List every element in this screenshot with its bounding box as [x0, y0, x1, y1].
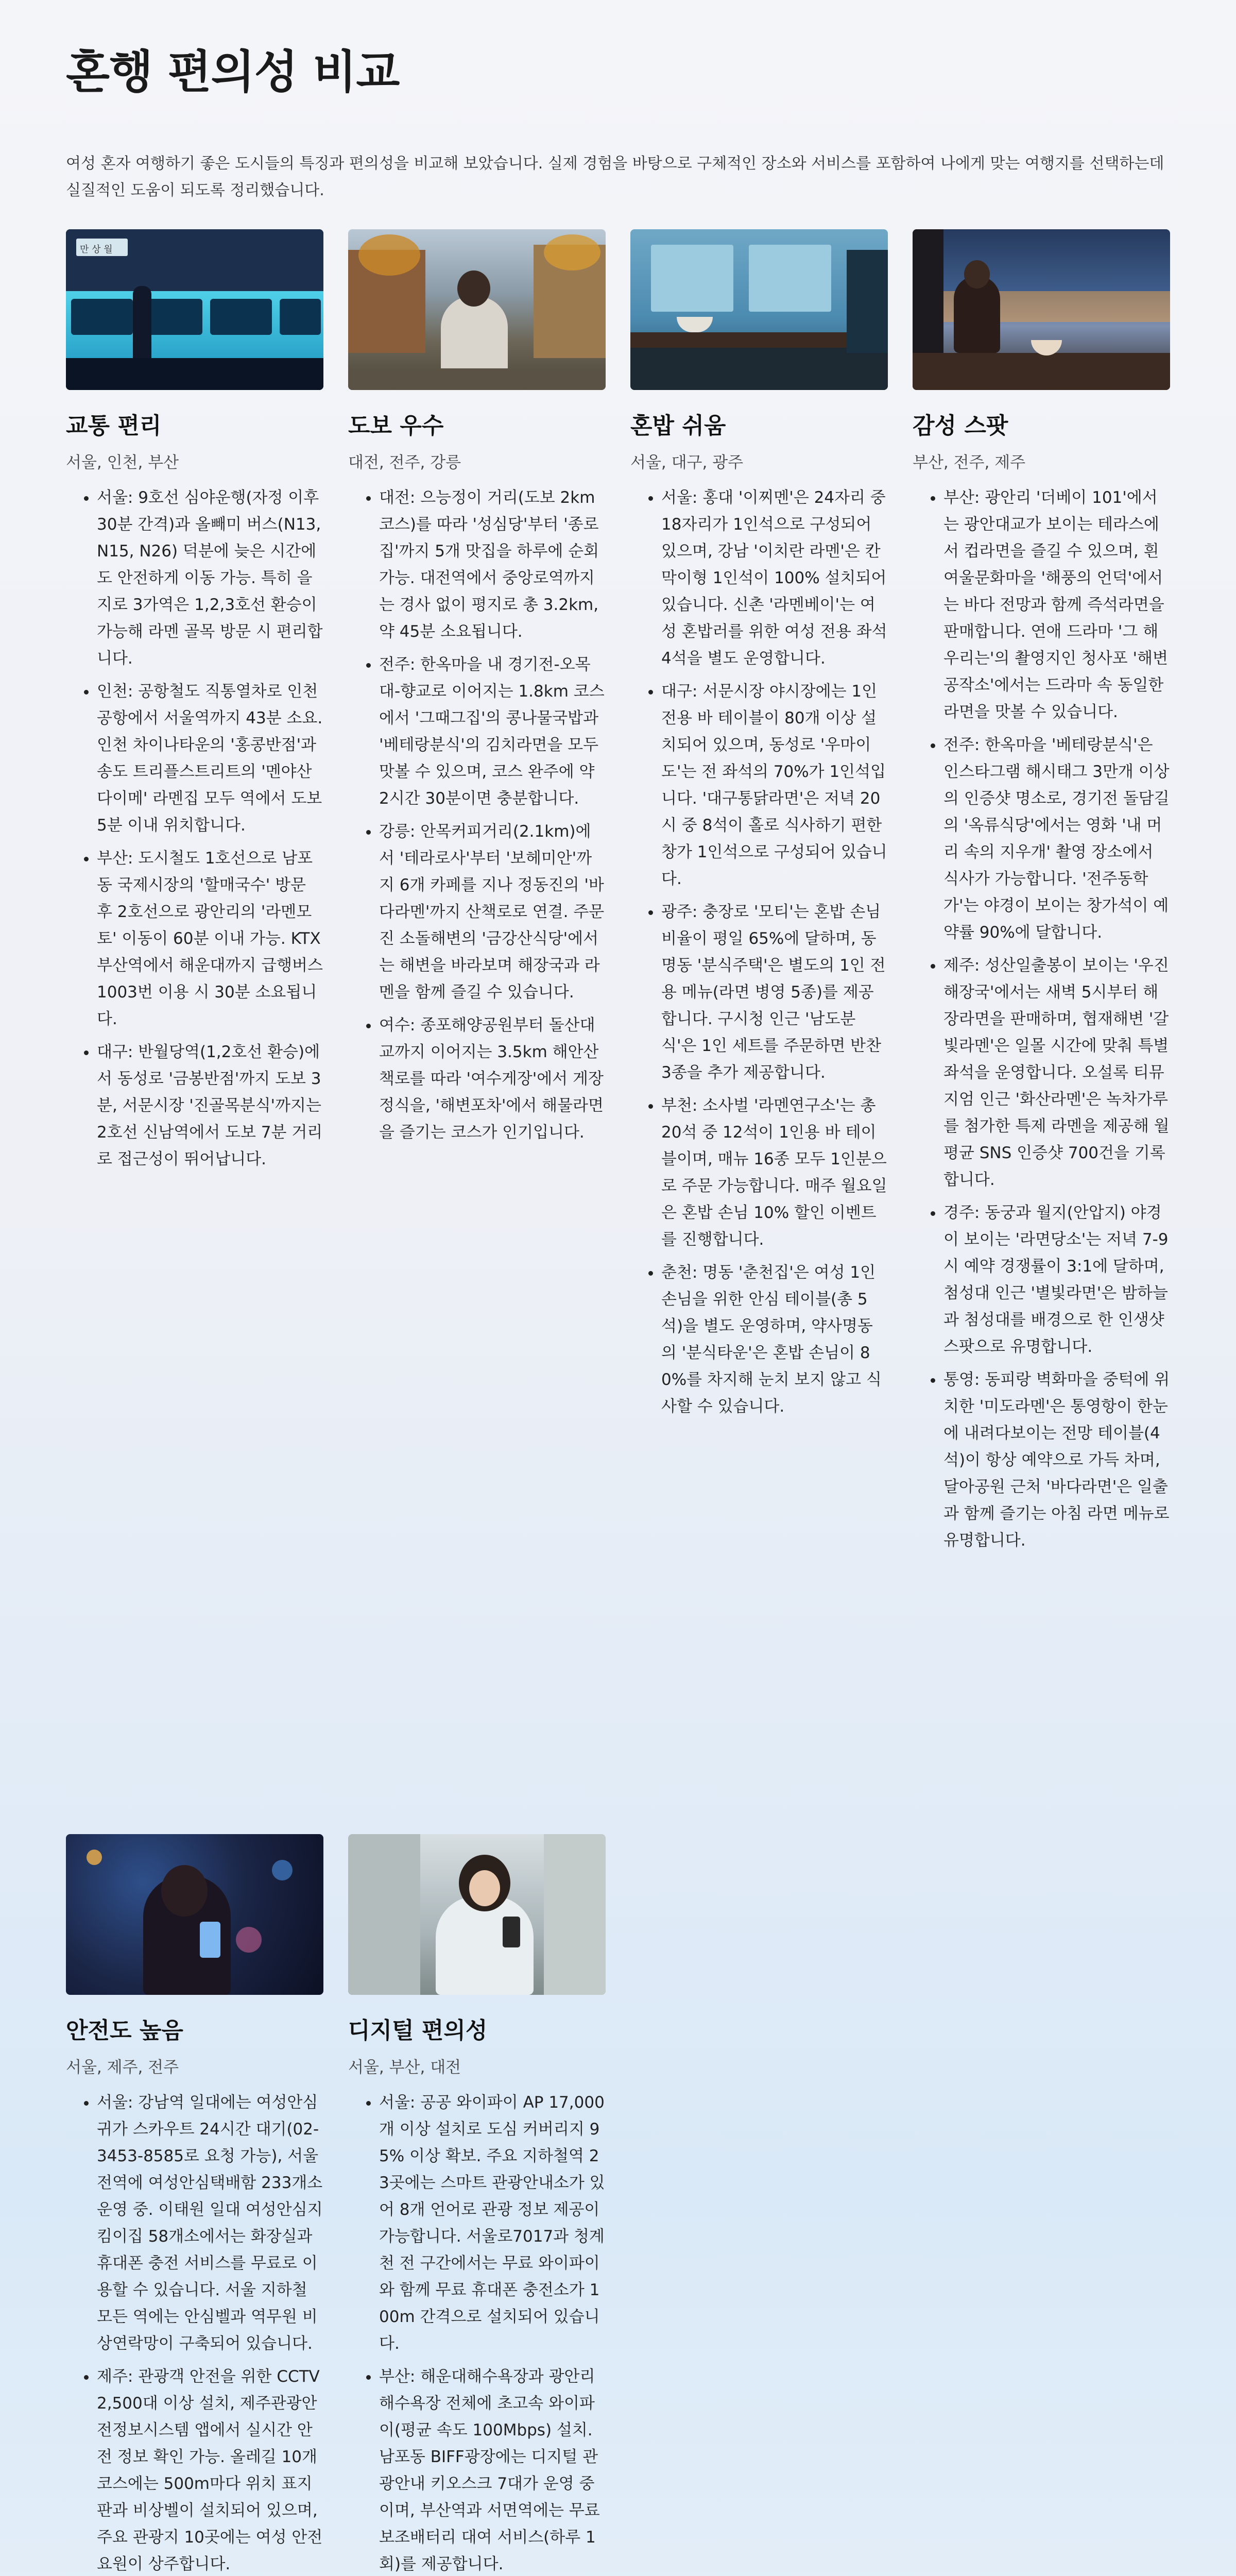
- list-item: • 대구: 서문시장 야시장에는 1인 전용 바 테이블이 80개 이상 설치되어 있으며, 동성로 '우마이도'는 전 좌석의 70%가 1인석입니다. '대구통닭라면'은 저녁 20시 중 8석이 홀로 식사하기 편한 창가 1인석으로 구성되어 있습니다.: [661, 678, 888, 892]
- list-item: • 제주: 관광객 안전을 위한 CCTV 2,500대 이상 설치, 제주관광안전정보시스템 앱에서 실시간 안전 정보 확인 가능. 올레길 10개 코스에는 500m마다 위치 표지판과 비상벨이 설치되어 있으며, 주요 관광지 10곳에는 여성 안전 요원이 상주합니다.: [97, 2363, 323, 2576]
- list-item: • 서울: 공공 와이파이 AP 17,000개 이상 설치로 도심 커버리지 95% 이상 확보. 주요 지하철역 23곳에는 스마트 관광안내소가 있어 8개 언어로 관광 정보 제공이 가능합니다. 서울로7017과 청계천 전 구간에서는 무료 와이파이와 함께 무료 휴대폰 충전소가 100m 간격으로 설치되어 있습니다.: [379, 2089, 606, 2357]
- card-title: 디지털 편의성: [348, 2018, 488, 2044]
- list-item: • 서울: 강남역 일대에는 여성안심귀가 스카우트 24시간 대기(02-3453-8585로 요청 가능), 서울 전역에 여성안심택배함 233개소 운영 중. 이태원 일대 여성안심지킴이집 58개소에서는 화장실과 휴대폰 충전 서비스를 무료로 이용할 수 있습니다. 서울 지하철 모든 역에는 안심벨과 역무원 비상연락망이 구축되어 있습니다.: [97, 2089, 323, 2357]
- list-item: • 인천: 공항철도 직통열차로 인천공항에서 서울역까지 43분 소요. 인천 차이나타운의 '홍콩반점'과 송도 트리플스트리트의 '멘야산다이메' 라멘집 모두 역에서 도보 5분 이내 위치합니다.: [97, 678, 323, 839]
- card-walking: [348, 229, 606, 1152]
- card-cities: 서울, 부산, 대전: [348, 2058, 461, 2077]
- list-item: • 통영: 동피랑 벽화마을 중턱에 위치한 '미도라멘'은 통영항이 한눈에 내려다보이는 전망 테이블(4석)이 항상 예약으로 가득 차며, 달아공원 근처 '바다라면'은 일출과 함께 즐기는 아침 라면 메뉴로 유명합니다.: [943, 1366, 1170, 1554]
- card-transport: [66, 229, 323, 1179]
- list-item: • 전주: 한옥마을 내 경기전-오목대-향교로 이어지는 1.8km 코스에서 '그때그집'의 콩나물국밥과 '베테랑분식'의 김치라면을 모두 맛볼 수 있으며, 코스 완주에 약 2시간 30분이면 충분합니다.: [379, 651, 606, 812]
- list-item: • 부산: 도시철도 1호선으로 남포동 국제시장의 '할매국수' 방문 후 2호선으로 광안리의 '라멘모토' 이동이 60분 이내 가능. KTX 부산역에서 해운대까지 급행버스 1003번 이용 시 30분 소요됩니다.: [97, 845, 323, 1032]
- page-title: 혼행 편의성 비교: [66, 45, 400, 98]
- phone-night-image: [66, 1834, 323, 1995]
- card-cities: 부산, 전주, 제주: [913, 453, 1026, 472]
- card-title: 안전도 높음: [66, 2018, 183, 2044]
- list-item: • 부산: 광안리 '더베이 101'에서는 광안대교가 보이는 테라스에서 컵라면을 즐길 수 있으며, 흰여울문화마을 '해풍의 언덕'에서는 바다 전망과 함께 즉석라면을 판매합니다. 연애 드라마 '그 해 우리는'의 촬영지인 청사포 '해변공작소'에서는 드라마 속 동일한 라면을 맛볼 수 있습니다.: [943, 484, 1170, 725]
- subway-train-image: [66, 229, 323, 390]
- list-item: • 전주: 한옥마을 '베테랑분식'은 인스타그램 해시태그 3만개 이상의 인증샷 명소로, 경기전 돌담길의 '옥류식당'에서는 영화 '내 머리 속의 지우개' 촬영 장소에서 식사가 가능합니다. '전주동학가'는 야경이 보이는 창가석이 예약률 90%에 달합니다.: [943, 732, 1170, 946]
- card-title: 교통 편리: [66, 413, 162, 439]
- card-cities: 서울, 대구, 광주: [630, 453, 744, 472]
- card-list: [913, 484, 1170, 1554]
- card-cities: 대전, 전주, 강릉: [348, 453, 461, 472]
- card-cities: 서울, 인천, 부산: [66, 453, 179, 472]
- list-item: • 춘천: 명동 '춘천집'은 여성 1인 손님을 위한 안심 테이블(총 5석)을 별도 운영하며, 약사명동의 '분식타운'은 혼밥 손님이 80%를 차지해 눈치 보지 않고 식사할 수 있습니다.: [661, 1259, 888, 1420]
- list-item: • 부천: 소사벌 '라멘연구소'는 총 20석 중 12석이 1인용 바 테이블이며, 매뉴 16종 모두 1인분으로 주문 가능합니다. 매주 월요일은 혼밥 손님 10% 할인 이벤트를 진행합니다.: [661, 1092, 888, 1253]
- list-item: • 광주: 충장로 '모티'는 혼밥 손님 비율이 평일 65%에 달하며, 동명동 '분식주택'은 별도의 1인 전용 메뉴(라면 병영 5종)를 제공합니다. 구시청 인근 '남도분식'은 1인 세트를 주문하면 반찬 3종을 추가 제공합니다.: [661, 899, 888, 1086]
- card-mood-spot: [913, 229, 1170, 1560]
- card-list: [630, 484, 888, 1420]
- card-solo-dining: [630, 229, 888, 1426]
- list-item: • 대구: 반월당역(1,2호선 환승)에서 동성로 '금봉반점'까지 도보 3분, 서문시장 '진골목분식'까지는 2호선 신남역에서 도보 7분 거리로 접근성이 뛰어납니다.: [97, 1039, 323, 1173]
- list-item: • 제주: 성산일출봉이 보이는 '우진해장국'에서는 새벽 5시부터 해장라면을 판매하며, 협재해변 '갈빛라멘'은 일몰 시간에 맞춰 특별 좌석을 운영합니다. 오설록 티뮤지엄 인근 '화산라멘'은 녹차가루를 첨가한 특제 라멘을 제공해 월 평균 SNS 인증샷 700건을 기록합니다.: [943, 952, 1170, 1193]
- list-item: • 경주: 동궁과 월지(안압지) 야경이 보이는 '라면당소'는 저녁 7-9시 예약 경쟁률이 3:1에 달하며, 첨성대 인근 '별빛라면'은 밤하늘과 첨성대를 배경으로 한 인생샷 스팟으로 유명합니다.: [943, 1199, 1170, 1360]
- window-view-image: [913, 229, 1170, 390]
- card-safety: [66, 1834, 323, 2576]
- card-list: [66, 2089, 323, 2576]
- woman-phone-image: [348, 1834, 606, 1995]
- card-cities: 서울, 제주, 전주: [66, 2058, 179, 2077]
- list-item: • 강릉: 안목커피거리(2.1km)에서 '테라로사'부터 '보헤미안'까지 6개 카페를 지나 정동진의 '바다라멘'까지 산책로로 연결. 주문진 소돌해변의 '금강산식당'에서는 해변을 바라보며 해장국과 라멘을 함께 즐길 수 있습니다.: [379, 818, 606, 1006]
- card-list: [66, 484, 323, 1173]
- list-item: • 부산: 해운대해수욕장과 광안리해수욕장 전체에 초고속 와이파이(평균 속도 100Mbps) 설치. 남포동 BIFF광장에는 디지털 관광안내 키오스크 7대가 운영 중이며, 부산역과 서면역에는 무료 보조배터리 대여 서비스(하루 1회)를 제공합니다.: [379, 2363, 606, 2576]
- card-title: 도보 우수: [348, 413, 444, 439]
- list-item: • 서울: 9호선 심야운행(자정 이후 30분 간격)과 올빼미 버스(N13, N15, N26) 덕분에 늦은 시간에도 안전하게 이동 가능. 특히 을지로 3가역은 1,2,3호선 환승이 가능해 라멘 골목 방문 시 편리합니다.: [97, 484, 323, 672]
- list-item: • 서울: 홍대 '이찌멘'은 24자리 중 18자리가 1인석으로 구성되어 있으며, 강남 '이치란 라멘'은 칸막이형 1인석이 100% 설치되어 있습니다. 신촌 '라멘베이'는 여성 혼밥러를 위한 여성 전용 좌석 4석을 별도 운영합니다.: [661, 484, 888, 672]
- card-digital: [348, 1834, 606, 2576]
- card-list: [348, 484, 606, 1146]
- card-title: 혼밥 쉬움: [630, 413, 726, 439]
- woman-street-image: [348, 229, 606, 390]
- ramen-bar-image: [630, 229, 888, 390]
- card-title: 감성 스팟: [913, 413, 1008, 439]
- list-item: • 여수: 종포해양공원부터 돌산대교까지 이어지는 3.5km 해안산책로를 따라 '여수게장'에서 게장 정식을, '해변포차'에서 해물라면을 즐기는 코스가 인기입니다.: [379, 1012, 606, 1146]
- intro-paragraph: 여성 혼자 여행하기 좋은 도시들의 특징과 편의성을 비교해 보았습니다. 실제 경험을 바탕으로 구체적인 장소와 서비스를 포함하여 나에게 맞는 여행지를 선택하는데 실질적인 도움이 되도록 정리했습니다.: [66, 155, 1164, 199]
- list-item: • 대전: 으능정이 거리(도보 2km 코스)를 따라 '성심당'부터 '종로집'까지 5개 맛집을 하루에 순회 가능. 대전역에서 중앙로역까지는 경사 없이 평지로 총 3.2km, 약 45분 소요됩니다.: [379, 484, 606, 645]
- card-list: [348, 2089, 606, 2576]
- station-sign-text: 만 상 월: [80, 244, 113, 255]
